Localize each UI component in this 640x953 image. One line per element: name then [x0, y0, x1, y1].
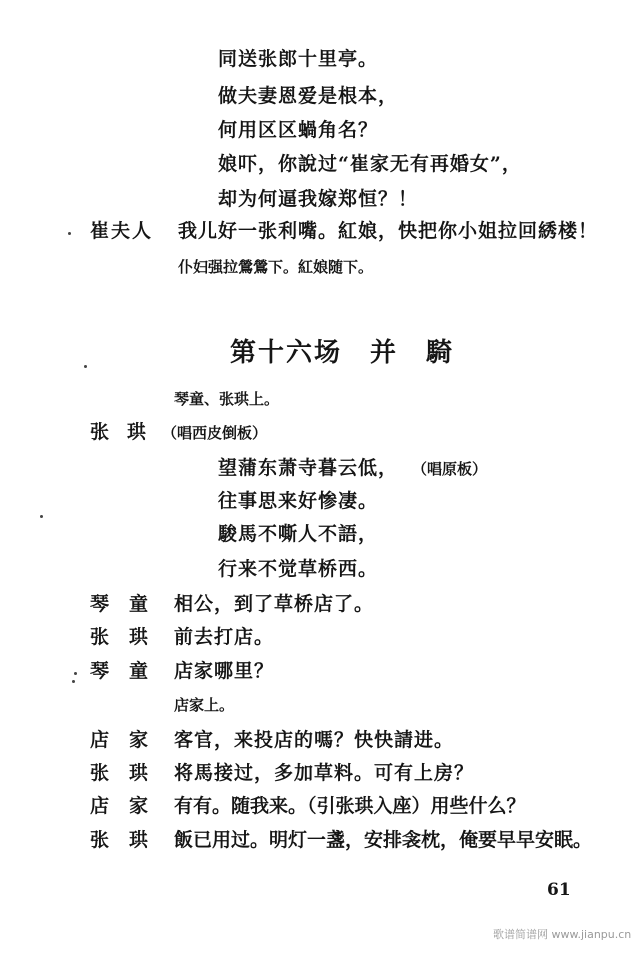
speaker-zhang: 张珙 — [90, 421, 165, 443]
speaker-dianjia: 店家 — [90, 795, 169, 817]
stage-direction: 店家上。 — [174, 696, 235, 714]
stage-direction: 琴童、张珙上。 — [174, 390, 280, 408]
verse-line: 同送张郎十里亭。 — [218, 48, 379, 70]
dialogue-line: 将馬接过，多加草料。可有上房？ — [174, 762, 475, 784]
print-speck — [74, 672, 77, 675]
verse-line: 何用区区蝸角名？ — [218, 119, 379, 141]
scene-title: 第十六场 并 騎 — [230, 338, 455, 368]
verse-line: 望蒲东萧寺暮云低， — [218, 457, 399, 479]
verse-line: 行来不觉草桥西。 — [218, 558, 379, 580]
print-speck — [72, 680, 75, 683]
page-number: 61 — [547, 880, 571, 900]
verse-line: 往事思来好惨凄。 — [218, 490, 379, 512]
dialogue-line: 客官，来投店的嗎？快快請进。 — [174, 729, 455, 751]
dialogue-line: 相公，到了草桥店了。 — [174, 593, 375, 615]
stage-direction: 仆妇强拉鶯鶯下。紅娘随下。 — [178, 258, 374, 276]
verse-line: 却为何逼我嫁郑恒？！ — [218, 188, 419, 210]
dialogue-line: 前去打店。 — [174, 626, 275, 648]
verse-line: 駿馬不嘶人不語， — [218, 523, 379, 545]
speaker-zhang: 张珙 — [90, 829, 169, 851]
speaker-qintong: 琴童 — [90, 593, 169, 615]
aria-tune: （唱西皮倒板） — [162, 424, 268, 442]
print-speck — [68, 232, 71, 235]
print-speck — [40, 515, 43, 518]
dialogue-line: 有有。随我来。（引张珙入座）用些什么？ — [174, 795, 526, 817]
verse-line: 做夫妻恩爱是根本， — [218, 85, 399, 107]
dialogue-line: 店家哪里？ — [174, 660, 275, 682]
print-speck — [84, 365, 87, 368]
speaker-cui: 崔夫人 — [90, 220, 154, 242]
aria-tune: （唱原板） — [412, 460, 488, 478]
speaker-zhang: 张珙 — [90, 626, 169, 648]
dialogue-line: 飯已用过。明灯一盞，安排衾枕，俺要早早安眠。 — [174, 829, 593, 851]
verse-line: 娘吓，你說过“崔家无有再婚女”， — [218, 153, 522, 175]
watermark: 歌谱简谱网 www.jianpu.cn — [493, 928, 632, 941]
speaker-zhang: 张珙 — [90, 762, 169, 784]
speaker-qintong: 琴童 — [90, 660, 169, 682]
dialogue-line: 我儿好一张利嘴。紅娘，快把你小姐拉回綉楼！ — [178, 220, 599, 242]
speaker-dianjia: 店家 — [90, 729, 169, 751]
